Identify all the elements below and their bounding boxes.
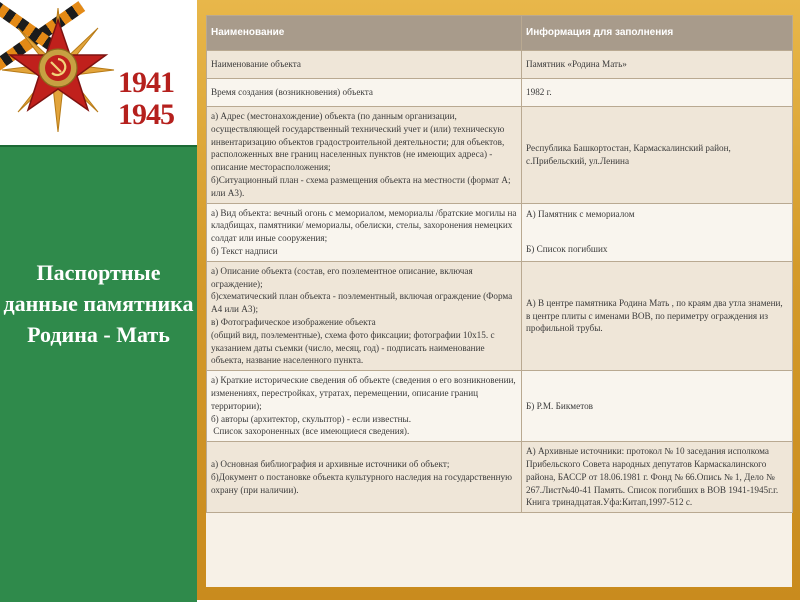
header-info: Информация для заполнения (522, 16, 793, 51)
cell-line: в) Фотографическое изображение объекта (211, 316, 376, 327)
row-name-cell (207, 261, 522, 370)
cell-line: б) Текст надписи (211, 245, 278, 256)
cell-line: а) Основная библиография и архивные источники об объект; (211, 458, 450, 469)
cell-line: б)схематический план объекта - поэлементный, включая ограждение (Форма А4 или А3); (211, 291, 513, 315)
cell-line: а) Адрес (местонахождение) объекта (по данным организации, осуществляющей государственный технический учет и (или) техническую инвентаризацию объектов градостроительной деятельности; для объектов, расположенных вне границ населенных пунктов (не имеющих адреса) - описание месторасположения; (211, 111, 505, 173)
table-row (207, 51, 793, 79)
slide-title: Паспортные данные памятника Родина - Мать (3, 260, 194, 347)
cell-text: А) Архивные источники: протокол № 10 заседания исполкома Прибельского Совета народных депутатов Кармаскалинского района, БАССР от 18.06.1981 г. Фонд № 66.Опись № 1, Дело № 267.Лист№40-41 Память. Список погибших в ВОВ 1941-1945г.г. Книга тринадцатая.Уфа:Китап,1997-512 с. (526, 446, 779, 508)
row-info-cell (522, 51, 793, 79)
row-info-cell (522, 442, 793, 513)
years-bottom: 1945 (118, 98, 174, 131)
table-row (207, 107, 793, 204)
row-info-cell (522, 79, 793, 107)
row-name-cell (207, 107, 522, 204)
cell-line: б)Ситуационный план - схема размещения объекта на местности (формат А; или А3). (211, 174, 511, 198)
row-info-cell (522, 203, 793, 261)
cell-line: б) авторы (архитектор, скульптор) - если известны. (211, 413, 412, 424)
years-top: 1941 (118, 66, 174, 99)
row-name-cell (207, 79, 522, 107)
table-row (207, 371, 793, 442)
cell-text: Время создания (возникновения) объекта (211, 87, 373, 98)
cell-line: А) Памятник с мемориалом (526, 209, 635, 220)
row-name-cell (207, 51, 522, 79)
table-row (207, 203, 793, 261)
cell-text: Наименование объекта (211, 59, 301, 70)
table-row (207, 79, 793, 107)
cell-text: 1982 г. (526, 87, 552, 98)
row-info-cell (522, 371, 793, 442)
row-info-cell (522, 261, 793, 370)
row-info-cell (522, 107, 793, 204)
left-panel (0, 145, 197, 602)
cell-line: б)Документ о постановке объекта культурного наследия на государственную охрану (при наличии). (211, 471, 513, 495)
victory-emblem (0, 0, 197, 145)
table-row (207, 442, 793, 513)
row-name-cell (207, 442, 522, 513)
row-name-cell (207, 203, 522, 261)
cell-text: Памятник «Родина Мать» (526, 59, 627, 70)
passport-table-container (206, 15, 792, 587)
cell-text: Республика Башкортостан, Кармаскалинский район, с.Прибельский, ул.Ленина (526, 142, 731, 166)
table-header-row (207, 16, 793, 51)
table-row (207, 261, 793, 370)
cell-line: а) Описание объекта (состав, его поэлементное описание, включая ограждение); (211, 265, 473, 289)
cell-text: Б) Р.М. Бикметов (526, 400, 594, 411)
cell-line: Б) Список погибших (526, 244, 608, 255)
passport-table (206, 15, 793, 513)
cell-line: а) Вид объекта: вечный огонь с мемориалом, мемориалы /братские могилы на кладбищах, памятники/ мемориалы, обелиски, стелы, захоронения немецких солдат или иные сооружения; (211, 207, 517, 244)
cell-text: А) В центре памятника Родина Мать , по краям два утла знамени, в центре плиты с именами ВОВ, по периметру ограждения из профильной трубы. (526, 297, 783, 334)
row-name-cell (207, 371, 522, 442)
cell-line: Список захороненных (все имеющиеся сведения). (211, 426, 410, 437)
header-name: Наименование (207, 16, 522, 51)
cell-line: (общий вид, поэлементные), схема фото фиксации; фотографии 10х15. с указанием даты съемки (число, месяц, год) - подписать наименование объекта, название населенного пункта. (211, 329, 495, 366)
cell-line: а) Краткие исторические сведения об объекте (сведения о его возникновении, изменениях, перестройках, утратах, перемещении, описание границ территории); (211, 375, 516, 411)
